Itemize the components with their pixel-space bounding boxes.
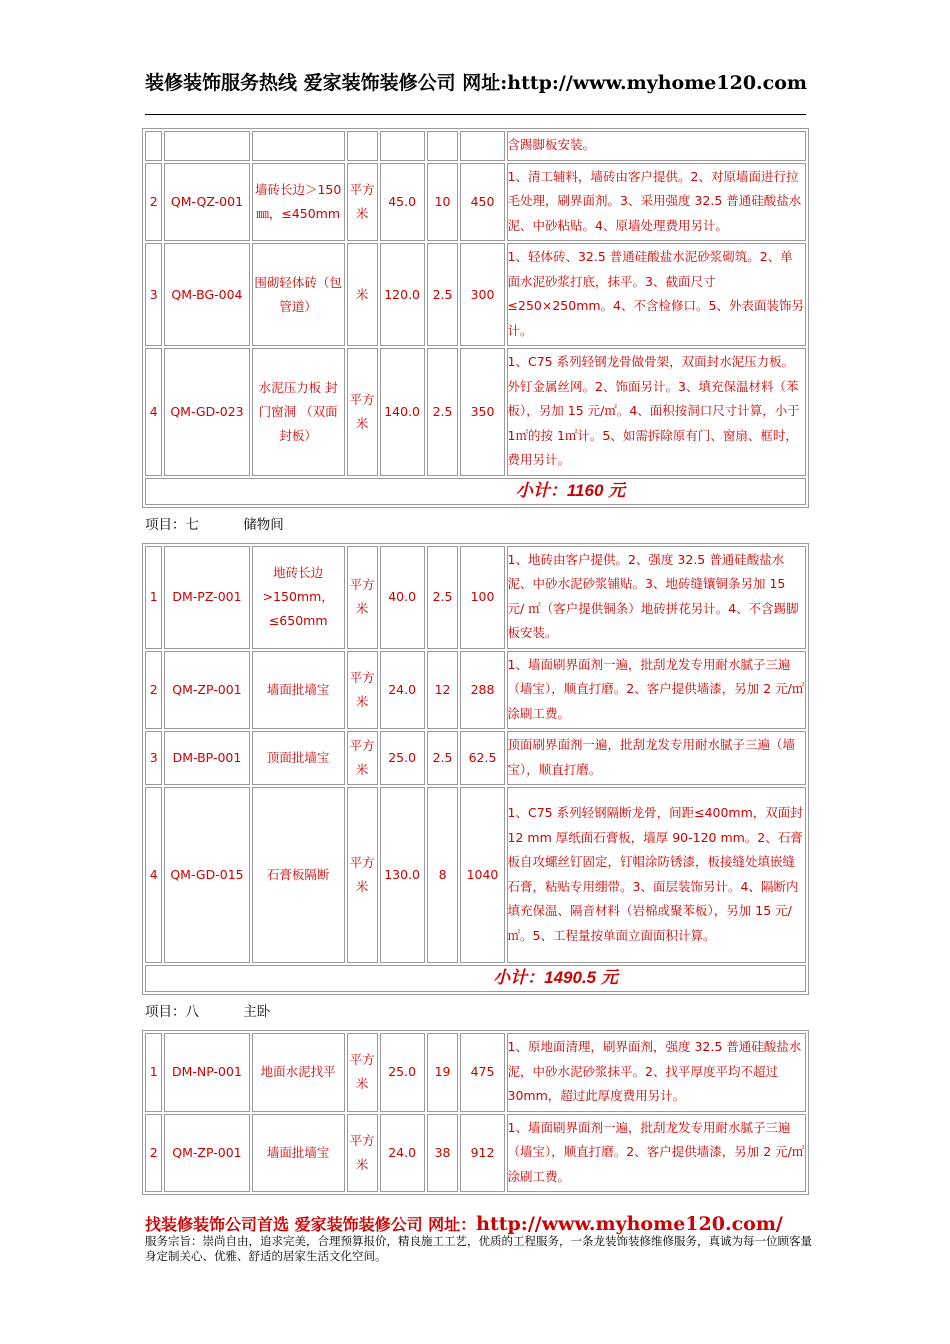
section-label: 项目：七 <box>145 516 199 533</box>
table-row <box>145 787 806 963</box>
item-code <box>164 131 249 161</box>
page-header <box>145 68 825 95</box>
item-qty: 24.0 <box>380 1114 425 1193</box>
item-total: 912 <box>460 1114 504 1193</box>
item-unit: 平方米 <box>347 163 378 242</box>
section-name: 储物间 <box>243 516 284 533</box>
item-name: 顶面批墙宝 <box>252 731 345 785</box>
quote-document <box>142 128 809 1195</box>
item-no: 3 <box>145 731 162 785</box>
item-desc: 1、清工辅料，墙砖由客户提供。2、对原墙面进行拉毛处理，刷界面剂。3、采用强度 32.5 普通硅酸盐水泥、中砂粘贴。4、原墙处理费用另计。 <box>507 163 806 242</box>
item-no: 2 <box>145 1114 162 1193</box>
item-name: 石膏板隔断 <box>252 787 345 963</box>
item-qty <box>380 131 425 161</box>
item-price: 38 <box>427 1114 459 1193</box>
table-row <box>145 243 806 346</box>
item-total: 1040 <box>460 787 504 963</box>
item-no: 4 <box>145 787 162 963</box>
item-total <box>460 131 504 161</box>
subtotal-value: 小计：1160 元 <box>515 480 626 500</box>
table-row <box>145 131 806 161</box>
item-code: DM-BP-001 <box>164 731 249 785</box>
item-qty: 40.0 <box>380 546 425 649</box>
item-no: 1 <box>145 546 162 649</box>
subtotal-value: 小计：1490.5 元 <box>493 968 618 987</box>
item-unit <box>347 131 378 161</box>
section-name: 主卧 <box>243 1004 271 1020</box>
item-price: 2.5 <box>427 243 459 346</box>
item-qty: 130.0 <box>380 787 425 963</box>
quote-table-1 <box>142 128 809 508</box>
item-price: 19 <box>427 1033 459 1112</box>
subtotal-row <box>145 478 806 505</box>
header-text: 装修装饰服务热线 爱家装饰装修公司 网址: <box>145 72 508 94</box>
item-qty: 120.0 <box>380 243 425 346</box>
footer-text: 找装修装饰公司首选 爱家装饰装修公司 网址： <box>145 1215 477 1234</box>
footer-url[interactable]: http://www.myhome120.com/ <box>476 1213 783 1235</box>
item-price: 2.5 <box>427 348 459 476</box>
item-no: 2 <box>145 651 162 730</box>
item-name: 围砌轻体砖（包管道） <box>252 243 345 346</box>
item-name <box>252 131 345 161</box>
header-url[interactable]: http://www.myhome120.com <box>507 72 808 94</box>
footer-mission: 服务宗旨：崇尚自由，追求完美，合理预算报价，精良施工工艺，优质的工程服务，一条龙装饰装修维修服务，真诚为每一位顾客量身定制关心、优雅、舒适的居家生活文化空间。 <box>145 1234 812 1263</box>
item-unit: 平方米 <box>347 546 378 649</box>
item-qty: 24.0 <box>380 651 425 730</box>
item-unit: 平方米 <box>347 348 378 476</box>
item-qty: 25.0 <box>380 731 425 785</box>
item-total: 300 <box>460 243 504 346</box>
item-total: 62.5 <box>460 731 504 785</box>
table-row <box>145 348 806 476</box>
item-no: 1 <box>145 1033 162 1112</box>
item-name: 墙面批墙宝 <box>252 651 345 730</box>
item-desc: 顶面刷界面剂一遍，批刮龙发专用耐水腻子三遍（墙宝），顺直打磨。 <box>507 731 806 785</box>
item-qty: 45.0 <box>380 163 425 242</box>
item-unit: 平方米 <box>347 731 378 785</box>
table-row <box>145 731 806 785</box>
item-code: QM-QZ-001 <box>164 163 249 242</box>
item-price <box>427 131 459 161</box>
table-row <box>145 651 806 730</box>
item-name: 地砖长边>150mm，≤650mm <box>252 546 345 649</box>
item-total: 350 <box>460 348 504 476</box>
item-name: 地面水泥找平 <box>252 1033 345 1112</box>
item-code: DM-NP-001 <box>164 1033 249 1112</box>
item-unit: 米 <box>347 243 378 346</box>
quote-table-3 <box>142 1030 809 1195</box>
item-no: 3 <box>145 243 162 346</box>
item-desc: 1、轻体砖、32.5 普通硅酸盐水泥砂浆砌筑。2、单面水泥砂浆打底，抹平。3、截面尺寸≤250×250mm。4、不含检修口。5、外表面装饰另计。 <box>507 243 806 346</box>
item-desc: 1、C75 系列轻钢龙骨做骨架，双面封水泥压力板。外钉金属丝网。2、饰面另计。3、填充保温材料（苯板），另加 15 元/㎡。4、面积按洞口尺寸计算，小于 1㎡的按 1㎡计。5、如需拆除原有门、窗扇、框时，费用另计。 <box>507 348 806 476</box>
header-divider <box>145 114 806 115</box>
item-name: 墙砖长边＞150㎜，≤450mm <box>252 163 345 242</box>
table-row <box>145 1114 806 1193</box>
table-row <box>145 163 806 242</box>
item-code: QM-ZP-001 <box>164 651 249 730</box>
section-heading <box>142 995 809 1030</box>
item-unit: 平方米 <box>347 1033 378 1112</box>
item-total: 288 <box>460 651 504 730</box>
table-row <box>145 1033 806 1112</box>
item-name: 水泥压力板 封门窗洞 （双面封板） <box>252 348 345 476</box>
item-desc: 1、墙面刷界面剂一遍，批刮龙发专用耐水腻子三遍（墙宝），顺直打磨。2、客户提供墙漆，另加 2 元/㎡涂刷工费。 <box>507 1114 806 1193</box>
item-unit: 平方米 <box>347 787 378 963</box>
item-desc: 1、C75 系列轻钢隔断龙骨，间距≤400mm，双面封 12 mm 厚纸面石膏板，墙厚 90-120 mm。2、石膏板自攻螺丝钉固定，钉帽涂防锈漆，板接缝处填嵌缝石膏，粘贴专用绷带。3、面层装饰另计。4、隔断内填充保温、隔音材料（岩棉或聚苯板），另加 15 元/㎡。5、工程量按单面立面面积计算。 <box>507 787 806 963</box>
item-code: QM-ZP-001 <box>164 1114 249 1193</box>
section-label: 项目：八 <box>145 1004 199 1020</box>
item-no <box>145 131 162 161</box>
item-price: 2.5 <box>427 731 459 785</box>
item-price: 2.5 <box>427 546 459 649</box>
table-row <box>145 546 806 649</box>
item-total: 100 <box>460 546 504 649</box>
item-code: DM-PZ-001 <box>164 546 249 649</box>
item-price: 12 <box>427 651 459 730</box>
section-heading <box>142 508 809 543</box>
item-name: 墙面批墙宝 <box>252 1114 345 1193</box>
item-qty: 25.0 <box>380 1033 425 1112</box>
item-code: QM-GD-015 <box>164 787 249 963</box>
item-desc: 1、墙面刷界面剂一遍，批刮龙发专用耐水腻子三遍（墙宝），顺直打磨。2、客户提供墙漆，另加 2 元/㎡涂刷工费。 <box>507 651 806 730</box>
item-price: 10 <box>427 163 459 242</box>
quote-table-2 <box>142 543 809 996</box>
subtotal-row <box>145 965 806 992</box>
footer-slogan <box>145 1212 783 1235</box>
item-no: 4 <box>145 348 162 476</box>
item-code: QM-BG-004 <box>164 243 249 346</box>
item-desc: 1、地砖由客户提供。2、强度 32.5 普通硅酸盐水泥、中砂水泥砂浆铺贴。3、地砖缝镶铜条另加 15 元/ ㎡（客户提供铜条）地砖拼花另计。4、不含踢脚板安装。 <box>507 546 806 649</box>
item-price: 8 <box>427 787 459 963</box>
item-total: 450 <box>460 163 504 242</box>
item-desc: 1、原地面清理，刷界面剂，强度 32.5 普通硅酸盐水泥，中砂水泥砂浆抹平。2、找平厚度平均不超过 30mm，超过此厚度费用另计。 <box>507 1033 806 1112</box>
item-desc: 含踢脚板安装。 <box>507 131 806 161</box>
item-total: 475 <box>460 1033 504 1112</box>
item-unit: 平方米 <box>347 1114 378 1193</box>
item-unit: 平方米 <box>347 651 378 730</box>
item-no: 2 <box>145 163 162 242</box>
item-code: QM-GD-023 <box>164 348 249 476</box>
item-qty: 140.0 <box>380 348 425 476</box>
